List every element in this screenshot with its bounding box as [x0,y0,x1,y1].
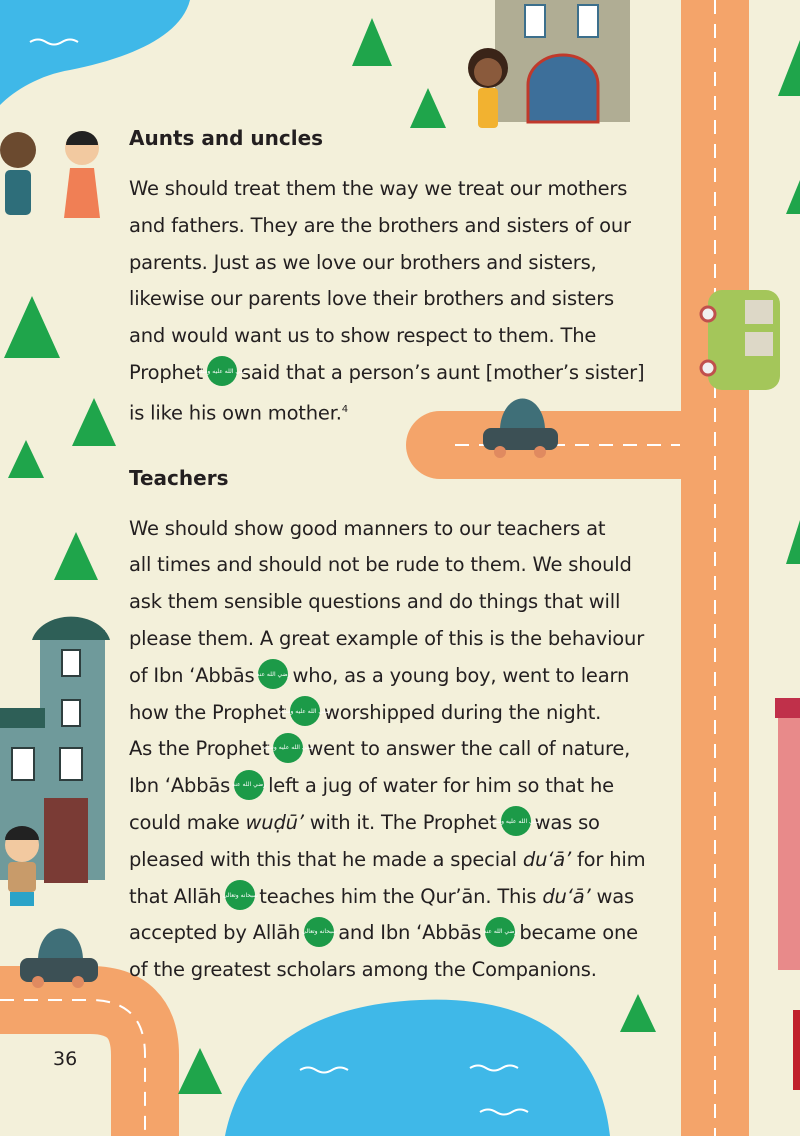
text-segment: could make [129,810,246,834]
paragraph-line [129,208,689,245]
paragraph-line [129,768,689,805]
text-segment: was [590,884,634,908]
honorific-badge-icon: رضي الله عنه [234,770,264,800]
text-segment: Prophet [129,360,203,384]
honorific-badge-icon: صلى الله عليه وسلم [290,696,320,726]
text-segment: said that a person’s aunt [mother’s sister] [240,360,645,384]
paragraph-line [129,915,689,952]
text-segment: went to answer the call of nature, [307,737,631,761]
text-segment: teaches him the Qur’ān. This [259,884,543,908]
paragraph-line [129,318,689,355]
text-segment: all times and should not be rude to them. We should [129,553,632,577]
page-number: 36 [53,1048,78,1070]
lake-bottom [225,1000,610,1136]
honorific-badge-icon: صلى الله عليه وسلم [273,733,303,763]
honorific-badge-icon: رضي الله عنه [485,917,515,947]
paragraph-line [129,584,689,621]
paragraph-line [129,952,689,989]
paragraph-line [129,511,689,548]
text-segment: parents. Just as we love our brothers and sisters, [129,250,597,274]
paragraph-line [129,392,689,429]
honorific-badge-icon: صلى الله عليه وسلم [207,356,237,386]
paragraph-line [129,879,689,916]
car-green-van [701,290,780,390]
paragraph-line [129,171,689,208]
text-segment: is like his own mother. [129,401,342,425]
paragraph-line [129,658,689,695]
section-heading: Aunts and uncles [129,126,324,150]
text-segment: and would want us to show respect to them. The [129,324,597,348]
text-segment: left a jug of water for him so that he [268,774,614,798]
text-segment: please them. A great example of this is the behaviour [129,626,645,650]
text-segment: who, as a young boy, went to learn [292,663,630,687]
text-segment: pleased with this that he made a special [129,847,523,871]
text-segment: for him [570,847,646,871]
text-segment: We should treat them the way we treat our mothers [129,177,628,200]
paragraph-line [129,805,689,842]
text-segment: of Ibn ‘Abbās [129,663,255,687]
text-segment: Ibn ‘Abbās [129,774,231,798]
children-left [0,131,100,218]
paragraph-line [129,281,689,318]
section-gap [129,429,689,460]
text-segment: with it. The Prophet [303,810,497,834]
house-top [495,0,630,122]
paragraph-line [129,731,689,768]
text-segment: As the Prophet [129,737,270,761]
paragraph-line [129,355,689,392]
text-segment: We should show good manners to our teachers at [129,516,606,540]
text-segment: ask them sensible questions and do things that will [129,590,621,614]
text-segment: and fathers. They are the brothers and sisters of our [129,213,631,237]
paragraph-line [129,245,689,282]
text-segment: and Ibn ‘Abbās [338,921,482,945]
child-boy [5,826,39,906]
honorific-badge-icon: سبحانه وتعالى [304,917,334,947]
section-heading: Teachers [129,465,229,490]
text-segment: accepted by Allāh [129,921,301,945]
page-text [129,120,689,989]
honorific-badge-icon: سبحانه وتعالى [225,880,255,910]
italic-term: wuḍū’ [245,810,304,834]
text-segment: likewise our parents love their brothers and sisters [129,287,614,311]
lake-top-left [0,0,190,105]
footnote-marker: 4 [341,403,348,415]
building-right [778,700,800,970]
honorific-badge-icon: صلى الله عليه وسلم [501,806,531,836]
car-bottom-left [20,929,98,988]
text-segment: was so [534,810,600,834]
paragraph-line [129,547,689,584]
paragraph-line [129,621,689,658]
text-segment: of the greatest scholars among the Companions. [129,958,597,982]
italic-term: du‘ā’ [522,847,571,871]
paragraph-line [129,842,689,879]
honorific-badge-icon: رضي الله عنه [258,659,288,689]
text-segment: worshipped during the night. [323,700,602,724]
text-segment: that Allāh [129,884,222,908]
paragraph-line [129,695,689,732]
text-segment: became one [519,921,638,945]
text-segment: how the Prophet [129,700,286,724]
italic-term: du‘ā’ [542,884,591,908]
